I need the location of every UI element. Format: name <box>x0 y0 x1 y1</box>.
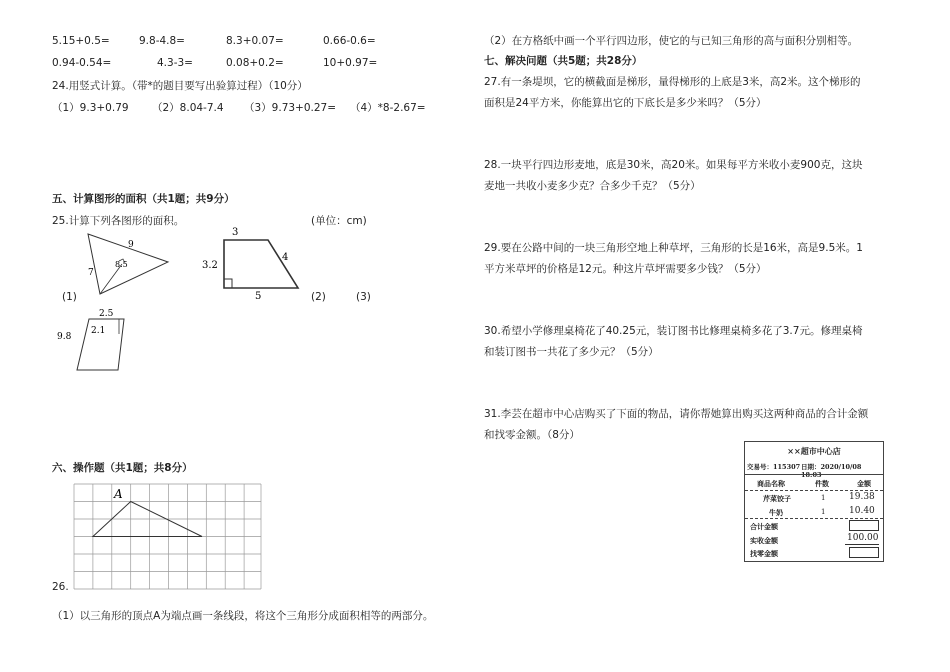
fig2-bottom: 5 <box>255 291 262 302</box>
oral-1: 5.15+0.5= <box>52 35 110 47</box>
q30-line1: 30.希望小学修理桌椅花了40.25元，装订图书比修理桌椅多花了3.7元。修理桌椅 <box>484 325 863 337</box>
receipt-change-box <box>849 547 879 558</box>
fig2-height: 3.2 <box>202 260 218 271</box>
figure-parallelogram <box>55 306 133 372</box>
q31-line2: 和找零金额。（8分） <box>484 429 580 441</box>
q25-title: 25.计算下列各图形的面积。 <box>52 215 185 227</box>
oral-3: 8.3+0.07= <box>226 35 284 47</box>
q24-title: 24.用竖式计算。（带*的题目要写出验算过程）（10分） <box>52 80 308 92</box>
q27-line2: 面积是24平方米，你能算出它的下底长是多少米吗？（5分） <box>484 97 767 109</box>
receipt-header-amount: 金额 <box>857 479 871 488</box>
oral-2: 9.8-4.8= <box>139 35 185 47</box>
section5-title: 五、计算图形的面积（共1题；共9分） <box>52 193 235 205</box>
q26-number: 26. <box>52 581 69 593</box>
q25-unit: (单位：cm) <box>311 215 367 227</box>
oral-6: 4.3-3= <box>157 57 193 69</box>
receipt-item-qty: 1 <box>821 494 826 502</box>
figure-trapezoid <box>200 224 304 302</box>
fig3-side: 9.8 <box>57 332 72 342</box>
receipt-divider <box>745 474 883 475</box>
q27-line1: 27.有一条堤坝，它的横截面是梯形，量得梯形的上底是3米，高2米。这个梯形的 <box>484 76 861 88</box>
section7-title: 七、解决问题（共5题；共28分） <box>484 55 643 67</box>
q29-line2: 平方米草坪的价格是12元。种这片草坪需要多少钱？（5分） <box>484 263 767 275</box>
q28-line1: 28.一块平行四边形麦地，底是30米，高20米。如果每平方米收小麦900克，这块 <box>484 159 863 171</box>
receipt-underline <box>845 544 879 545</box>
fig1-side-b: 7 <box>88 268 94 278</box>
fig2-top: 3 <box>232 227 239 238</box>
q24-item-2: （2）8.04-7.4 <box>152 102 224 114</box>
receipt-header-name: 商品名称 <box>757 479 785 488</box>
fig2-label: (2) <box>311 291 326 303</box>
oral-5: 0.94-0.54= <box>52 57 112 69</box>
receipt-trade-no: 交易号：115307 <box>747 463 801 471</box>
fig3-height: 2.1 <box>91 326 106 336</box>
receipt-store: ××超市中心店 <box>787 446 841 456</box>
receipt-divider <box>745 518 883 519</box>
receipt-header-qty: 件数 <box>815 479 829 488</box>
q24-item-4: （4）*8-2.67= <box>350 102 426 114</box>
q24-item-3: （3）9.73+0.27= <box>244 102 337 114</box>
fig1-label: (1) <box>62 291 77 303</box>
fig3-label: (3) <box>356 291 371 303</box>
fig1-side-a: 9 <box>128 240 134 250</box>
q31-line1: 31.李芸在超市中心店购买了下面的物品，请你帮她算出购买这两种商品的合计金额 <box>484 408 869 420</box>
grid-vertex-a: A <box>114 487 123 501</box>
receipt-item-amount: 19.38 <box>849 492 875 502</box>
receipt-total-box <box>849 520 879 531</box>
receipt-paid-label: 实收金额 <box>750 536 778 545</box>
q29-line1: 29.要在公路中间的一块三角形空地上种草坪，三角形的长是16米，高是9.5米。1 <box>484 242 863 254</box>
receipt-item-name: 牛奶 <box>769 508 783 517</box>
section6-title: 六、操作题（共1题；共8分） <box>52 462 193 474</box>
grid-paper <box>72 482 264 592</box>
figure-triangle <box>80 230 174 296</box>
receipt <box>744 441 884 562</box>
receipt-total-label: 合计金额 <box>750 522 778 531</box>
receipt-item-amount: 10.40 <box>849 506 875 516</box>
oral-8: 10+0.97= <box>323 57 378 69</box>
q28-line2: 麦地一共收小麦多少克？合多少千克？（5分） <box>484 180 701 192</box>
q26-sub1: （1）以三角形的顶点A为端点画一条线段，将这个三角形分成面积相等的两部分。 <box>52 610 434 622</box>
q30-line2: 和装订图书一共花了多少元？（5分） <box>484 346 659 358</box>
q24-item-1: （1）9.3+0.79 <box>52 102 129 114</box>
receipt-change-label: 找零金额 <box>750 549 778 558</box>
receipt-divider <box>745 490 883 491</box>
receipt-paid-value: 100.00 <box>847 533 879 543</box>
receipt-item-qty: 1 <box>821 508 826 516</box>
receipt-item-name: 芹菜饺子 <box>763 494 791 503</box>
receipt-date: 日期：2020/10/08 18:03 <box>801 463 862 479</box>
oral-4: 0.66-0.6= <box>323 35 376 47</box>
fig1-height: 8.5 <box>115 260 128 269</box>
oral-7: 0.08+0.2= <box>226 57 284 69</box>
q26-sub2: （2）在方格纸中画一个平行四边形，使它的与已知三角形的高与面积分别相等。 <box>484 35 859 47</box>
fig2-side: 4 <box>282 252 289 263</box>
fig3-top: 2.5 <box>99 309 114 319</box>
